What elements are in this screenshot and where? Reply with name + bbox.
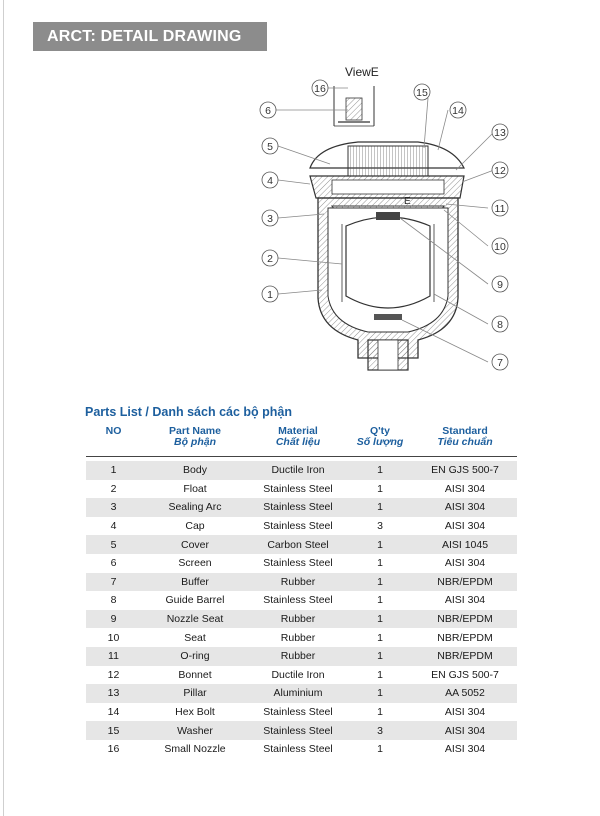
table-row: [86, 591, 517, 610]
cell-no: 6: [86, 554, 141, 573]
table-row: [86, 628, 517, 647]
table-row: [86, 461, 517, 480]
col-part-name: Part Name Bộ phận: [169, 425, 221, 448]
table-row: [86, 647, 517, 666]
cell-standard: AA 5052: [413, 684, 517, 703]
cell-no: 2: [86, 480, 141, 499]
detail-drawing: [248, 58, 528, 378]
cell-material: Stainless Steel: [249, 517, 347, 536]
cell-standard: AISI 304: [413, 498, 517, 517]
cell-qty: 1: [347, 628, 413, 647]
cell-qty: 1: [347, 498, 413, 517]
callout-9-label: 9: [497, 279, 503, 291]
cell-name: Cover: [141, 535, 249, 554]
callout-11-label: 11: [494, 203, 506, 215]
cell-name: Hex Bolt: [141, 703, 249, 722]
table-row: [86, 666, 517, 685]
cell-material: Stainless Steel: [249, 498, 347, 517]
table-row: [86, 573, 517, 592]
cell-material: Carbon Steel: [249, 535, 347, 554]
cell-material: Stainless Steel: [249, 480, 347, 499]
cell-no: 10: [86, 628, 141, 647]
cell-no: 9: [86, 610, 141, 629]
cell-no: 16: [86, 740, 141, 759]
parts-list-title: Parts List / Danh sách các bộ phận: [85, 405, 293, 419]
cell-qty: 1: [347, 554, 413, 573]
callout-13-label: 13: [494, 127, 506, 139]
cell-qty: 1: [347, 480, 413, 499]
callout-5-label: 5: [267, 141, 273, 153]
cell-standard: AISI 304: [413, 591, 517, 610]
cell-name: O-ring: [141, 647, 249, 666]
buffer-part: [374, 314, 402, 320]
cell-material: Rubber: [249, 628, 347, 647]
cell-name: Sealing Arc: [141, 498, 249, 517]
cell-standard: NBR/EPDM: [413, 610, 517, 629]
cell-material: Rubber: [249, 647, 347, 666]
callout-10-label: 10: [494, 241, 506, 253]
cell-name: Buffer: [141, 573, 249, 592]
page-title: ARCT: DETAIL DRAWING: [33, 22, 267, 51]
parts-table-header: [86, 426, 517, 456]
cell-standard: NBR/EPDM: [413, 647, 517, 666]
cell-qty: 1: [347, 684, 413, 703]
callout-3-label: 3: [267, 213, 273, 225]
cell-qty: 1: [347, 666, 413, 685]
col-standard: Standard Tiêu chuẩn: [437, 425, 493, 448]
table-row: [86, 498, 517, 517]
table-row: [86, 535, 517, 554]
table-row: [86, 517, 517, 536]
cell-qty: 1: [347, 740, 413, 759]
callout-4-label: 4: [267, 175, 273, 187]
table-row: [86, 721, 517, 740]
cell-no: 3: [86, 498, 141, 517]
cell-material: Rubber: [249, 610, 347, 629]
cell-no: 4: [86, 517, 141, 536]
cell-no: 12: [86, 666, 141, 685]
cell-qty: 1: [347, 535, 413, 554]
cell-name: Body: [141, 461, 249, 480]
cell-standard: AISI 304: [413, 480, 517, 499]
table-row: [86, 610, 517, 629]
cell-material: Aluminium: [249, 684, 347, 703]
cell-standard: AISI 304: [413, 554, 517, 573]
view-e-detail: [334, 86, 374, 126]
cell-qty: 1: [347, 591, 413, 610]
parts-table: [86, 426, 517, 759]
cell-no: 1: [86, 461, 141, 480]
cell-qty: 1: [347, 461, 413, 480]
cell-name: Washer: [141, 721, 249, 740]
col-no: NO: [105, 425, 122, 437]
view-e-label: ViewE: [345, 65, 379, 79]
cell-qty: 3: [347, 517, 413, 536]
col-qty: Q'ty Số lượng: [356, 425, 404, 448]
table-row: [86, 480, 517, 499]
cell-standard: AISI 304: [413, 740, 517, 759]
cell-qty: 3: [347, 721, 413, 740]
cell-material: Ductile Iron: [249, 461, 347, 480]
cell-material: Stainless Steel: [249, 721, 347, 740]
cell-material: Stainless Steel: [249, 554, 347, 573]
cell-standard: NBR/EPDM: [413, 573, 517, 592]
cell-name: Small Nozzle: [141, 740, 249, 759]
cell-name: Seat: [141, 628, 249, 647]
cell-material: Stainless Steel: [249, 703, 347, 722]
cell-standard: AISI 304: [413, 703, 517, 722]
screen-part: [348, 146, 428, 176]
cell-name: Float: [141, 480, 249, 499]
cell-name: Pillar: [141, 684, 249, 703]
page-frame-line: [3, 0, 4, 816]
cell-standard: AISI 304: [413, 721, 517, 740]
cell-standard: AISI 304: [413, 517, 517, 536]
cell-name: Cap: [141, 517, 249, 536]
callout-8-label: 8: [497, 319, 503, 331]
table-row: [86, 740, 517, 759]
cell-no: 7: [86, 573, 141, 592]
cell-no: 14: [86, 703, 141, 722]
callout-16-label: 16: [314, 83, 326, 95]
cell-no: 13: [86, 684, 141, 703]
cell-qty: 1: [347, 647, 413, 666]
cell-material: Stainless Steel: [249, 591, 347, 610]
table-row: [86, 684, 517, 703]
cell-standard: EN GJS 500-7: [413, 666, 517, 685]
table-row: [86, 703, 517, 722]
cell-no: 5: [86, 535, 141, 554]
cell-qty: 1: [347, 573, 413, 592]
cell-no: 15: [86, 721, 141, 740]
cell-standard: EN GJS 500-7: [413, 461, 517, 480]
cell-material: Rubber: [249, 573, 347, 592]
cell-qty: 1: [347, 703, 413, 722]
cell-name: Nozzle Seat: [141, 610, 249, 629]
callout-1-label: 1: [267, 289, 273, 301]
cell-material: Ductile Iron: [249, 666, 347, 685]
cell-no: 8: [86, 591, 141, 610]
callout-14-label: 14: [452, 105, 464, 117]
col-material: Material Chất liệu: [275, 425, 321, 448]
cell-material: Stainless Steel: [249, 740, 347, 759]
cell-name: Guide Barrel: [141, 591, 249, 610]
callout-12-label: 12: [494, 165, 506, 177]
cell-standard: NBR/EPDM: [413, 628, 517, 647]
cell-no: 11: [86, 647, 141, 666]
cell-name: Bonnet: [141, 666, 249, 685]
callout-2-label: 2: [267, 253, 273, 265]
cell-qty: 1: [347, 610, 413, 629]
callout-6-label: 6: [265, 105, 271, 117]
cell-standard: AISI 1045: [413, 535, 517, 554]
callout-15-label: 15: [416, 87, 428, 99]
nozzle-seat-part: [376, 212, 400, 220]
table-row: [86, 554, 517, 573]
callout-7-label: 7: [497, 357, 503, 369]
cell-name: Screen: [141, 554, 249, 573]
